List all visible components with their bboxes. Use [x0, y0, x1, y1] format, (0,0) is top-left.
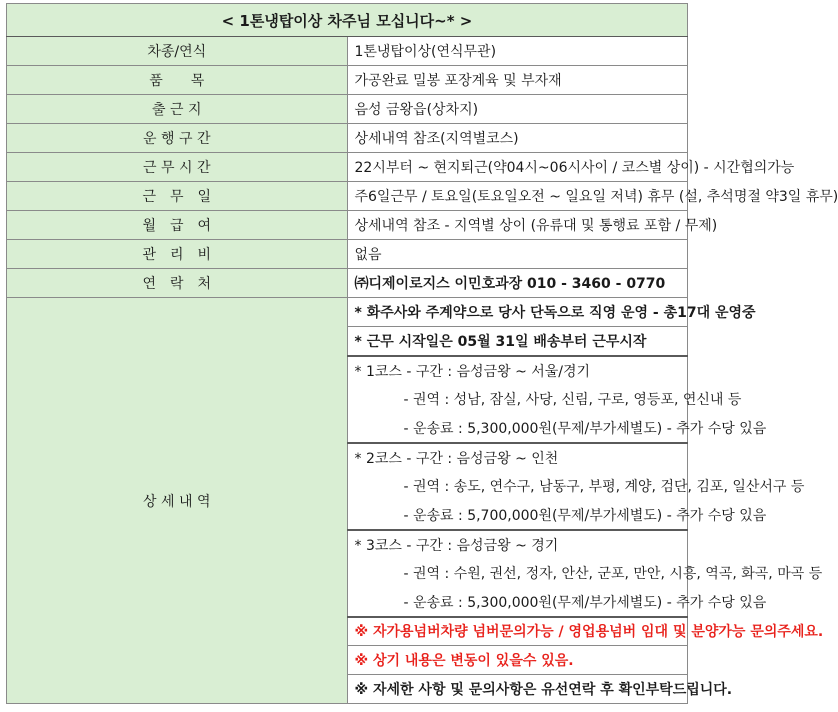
job-posting-table	[6, 3, 838, 704]
salary-value: 상세내역 참조 - 지역별 상이 (유류대 및 통행료 포함 / 무제)	[347, 211, 688, 240]
details-label: 상 세 내 역	[7, 298, 348, 704]
course-2-area: - 권역 : 송도, 연수구, 남동구, 부평, 계양, 검단, 김포, 일산서구 등	[347, 472, 688, 501]
course-1-route: * 1코스 - 구간 : 음성금왕 ~ 서울/경기	[347, 356, 688, 385]
course-2-route: * 2코스 - 구간 : 음성금왕 ~ 인천	[347, 443, 688, 472]
course-2-fee: - 운송료 : 5,700,000원(무제/부가세별도) - 추가 수당 있음	[347, 501, 688, 530]
item-value: 가공완료 밀봉 포장계육 및 부자재	[347, 66, 688, 95]
hours-label: 근 무 시 간	[7, 153, 348, 182]
item-label: 품 목	[7, 66, 348, 95]
fee-value: 없음	[347, 240, 688, 269]
vehicle-label: 차종/연식	[7, 37, 348, 66]
footer-note-contact: ※ 자세한 사항 및 문의사항은 유선연락 후 확인부탁드립니다.	[347, 675, 688, 704]
course-3-area: - 권역 : 수원, 권선, 정자, 안산, 군포, 만안, 시흥, 역곡, 화곡, 마곡 등	[347, 559, 688, 588]
note-direct-operation: * 화주사와 주계약으로 당사 단독으로 직영 운영 - 총17대 운영중	[347, 298, 688, 327]
workplace-label: 출 근 지	[7, 95, 348, 124]
course-1-fee: - 운송료 : 5,300,000원(무제/부가세별도) - 추가 수당 있음	[347, 414, 688, 443]
workplace-value: 음성 금왕읍(상차지)	[347, 95, 688, 124]
workdays-label: 근 무 일	[7, 182, 348, 211]
salary-label: 월 급 여	[7, 211, 348, 240]
hours-value: 22시부터 ~ 현지퇴근(약04시~06시사이 / 코스별 상이) - 시간협의가능	[347, 153, 688, 182]
footer-note-plate: ※ 자가용넘버차량 넘버문의가능 / 영업용넘버 임대 및 분양가능 문의주세요.	[347, 617, 688, 646]
posting-title: < 1톤냉탑이상 차주님 모십니다~* >	[7, 4, 688, 37]
workdays-value: 주6일근무 / 토요일(토요일오전 ~ 일요일 저녁) 휴무 (설, 추석명절 약3일 휴무)	[347, 182, 688, 211]
route-label: 운 행 구 간	[7, 124, 348, 153]
footer-note-change: ※ 상기 내용은 변동이 있을수 있음.	[347, 646, 688, 675]
contact-label: 연 락 처	[7, 269, 348, 298]
fee-label: 관 리 비	[7, 240, 348, 269]
course-1-area: - 권역 : 성남, 잠실, 사당, 신림, 구로, 영등포, 연신내 등	[347, 385, 688, 414]
course-3-fee: - 운송료 : 5,300,000원(무제/부가세별도) - 추가 수당 있음	[347, 588, 688, 617]
contact-value: ㈜디제이로지스 이민호과장 010 - 3460 - 0770	[347, 269, 688, 298]
route-value: 상세내역 참조(지역별코스)	[347, 124, 688, 153]
note-start-date: * 근무 시작일은 05월 31일 배송부터 근무시작	[347, 327, 688, 356]
course-3-route: * 3코스 - 구간 : 음성금왕 ~ 경기	[347, 530, 688, 559]
vehicle-value: 1톤냉탑이상(연식무관)	[347, 37, 688, 66]
